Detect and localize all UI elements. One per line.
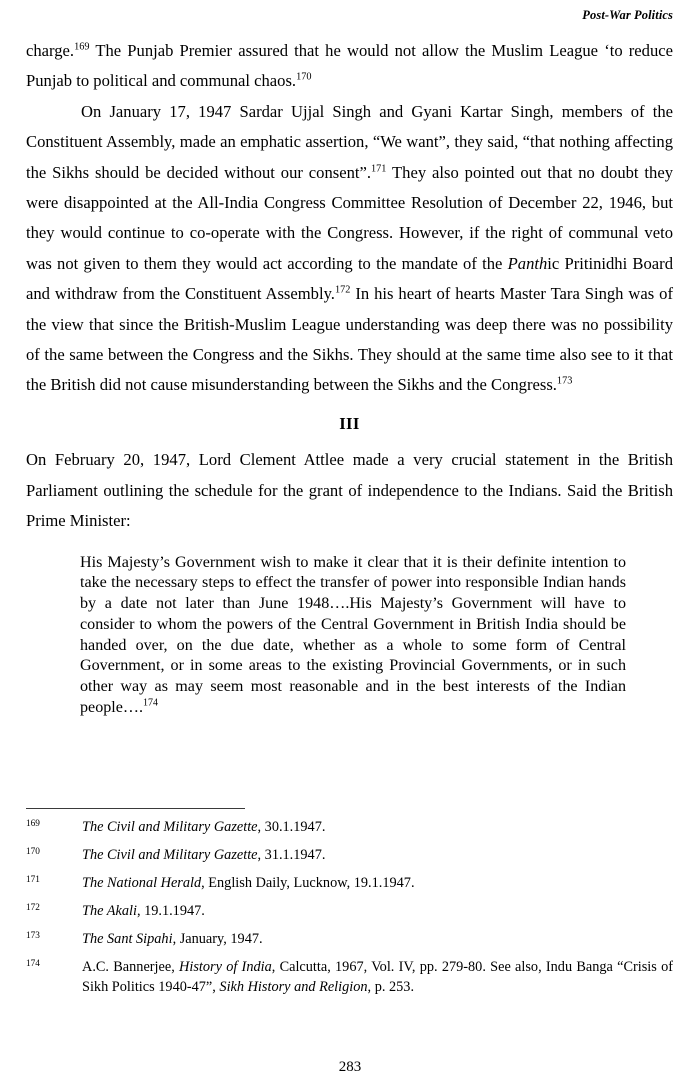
- footnote-entry: [26, 874, 673, 894]
- footnote-text: The Akali, 19.1.1947.: [82, 903, 205, 919]
- footnote-entry: [26, 930, 673, 950]
- footnotes-section: [26, 808, 673, 997]
- footnote-text: The Civil and Military Gazette, 30.1.1947.: [82, 819, 326, 835]
- page-number: 283: [338, 1059, 362, 1075]
- footnote-entry: [26, 902, 673, 922]
- footnote-entry: [26, 958, 673, 997]
- footnote-number: 170: [26, 847, 40, 857]
- block-quotation: [26, 553, 626, 719]
- paragraph-attlee-statement: On February 20, 1947, Lord Clement Attlee made a very crucial statement in the British Parliament outlining the schedule for the grant of independence to the Indians. Said the British Prime Minister:: [26, 450, 673, 531]
- footnote-entry: [26, 846, 673, 866]
- running-head: Post-War Politics: [582, 8, 673, 22]
- footnote-text: The Civil and Military Gazette, 31.1.1947.: [82, 847, 326, 863]
- block-quotation-text: His Majesty’s Government wish to make it clear that it is their definite intention to take the necessary steps to effect the transfer of power into responsible Indian hands by a date not later than June 1948….His Majesty’s Government will have to consider to whom the powers of the Central Government in British India should be handed over, on the due date, whether as a whole to some form of Central Government, or in some areas to the existing Provincial Governments, or in such other way as may seem most reasonable and in the best interests of the Indian people….$^{174}$: [80, 553, 626, 717]
- footnote-list: [26, 818, 673, 997]
- footnote-number: 173: [26, 931, 40, 941]
- footnote-text: The Sant Sipahi, January, 1947.: [82, 931, 263, 947]
- footnote-text: A.C. Bannerjee, History of India, Calcutta, 1967, Vol. IV, pp. 279-80. See also, Indu Banga “Crisis of Sikh Politics 1940-47”, Sikh History and Religion, p. 253.: [82, 959, 673, 995]
- paragraph-january-1947: On January 17, 1947 Sardar Ujjal Singh and Gyani Kartar Singh, members of the Constituent Assembly, made an emphatic assertion, “We want”, they said, “that nothing affecting the Sikhs should be decided without our consent”.$^{171}$ They also pointed out that no doubt they were disappointed at the All-India Congress Committee Resolution of December 22, 1946, but they would continue to co-operate with the Congress. However, if the right of communal veto was not given to them they would act according to the mandate of the Panthic Pritinidhi Board and withdraw from the Constituent Assembly.$^{172}$ In his heart of hearts Master Tara Singh was of the view that since the British-Muslim League understanding was deep there was no possibility of the same between the Congress and the Sikhs. They should at the same time also see to it that the British did not cause misunderstanding between the Sikhs and the Congress.$^{173}$: [26, 101, 674, 395]
- body-text-column: [26, 36, 673, 719]
- footnote-number: 171: [26, 875, 40, 885]
- section-heading-number: III: [339, 413, 360, 433]
- footnote-number: 174: [26, 959, 40, 969]
- footnote-number: 169: [26, 819, 40, 829]
- footnote-text: The National Herald, English Daily, Lucknow, 19.1.1947.: [82, 875, 415, 891]
- footnote-separator-rule: [26, 808, 245, 809]
- footnote-number: 172: [26, 903, 40, 913]
- paragraph-continuation: charge.$^{169}$ The Punjab Premier assured that he would not allow the Muslim League ‘to reduce Punjab to political and communal chaos.$^{170}$: [26, 41, 673, 91]
- footnote-entry: [26, 818, 673, 838]
